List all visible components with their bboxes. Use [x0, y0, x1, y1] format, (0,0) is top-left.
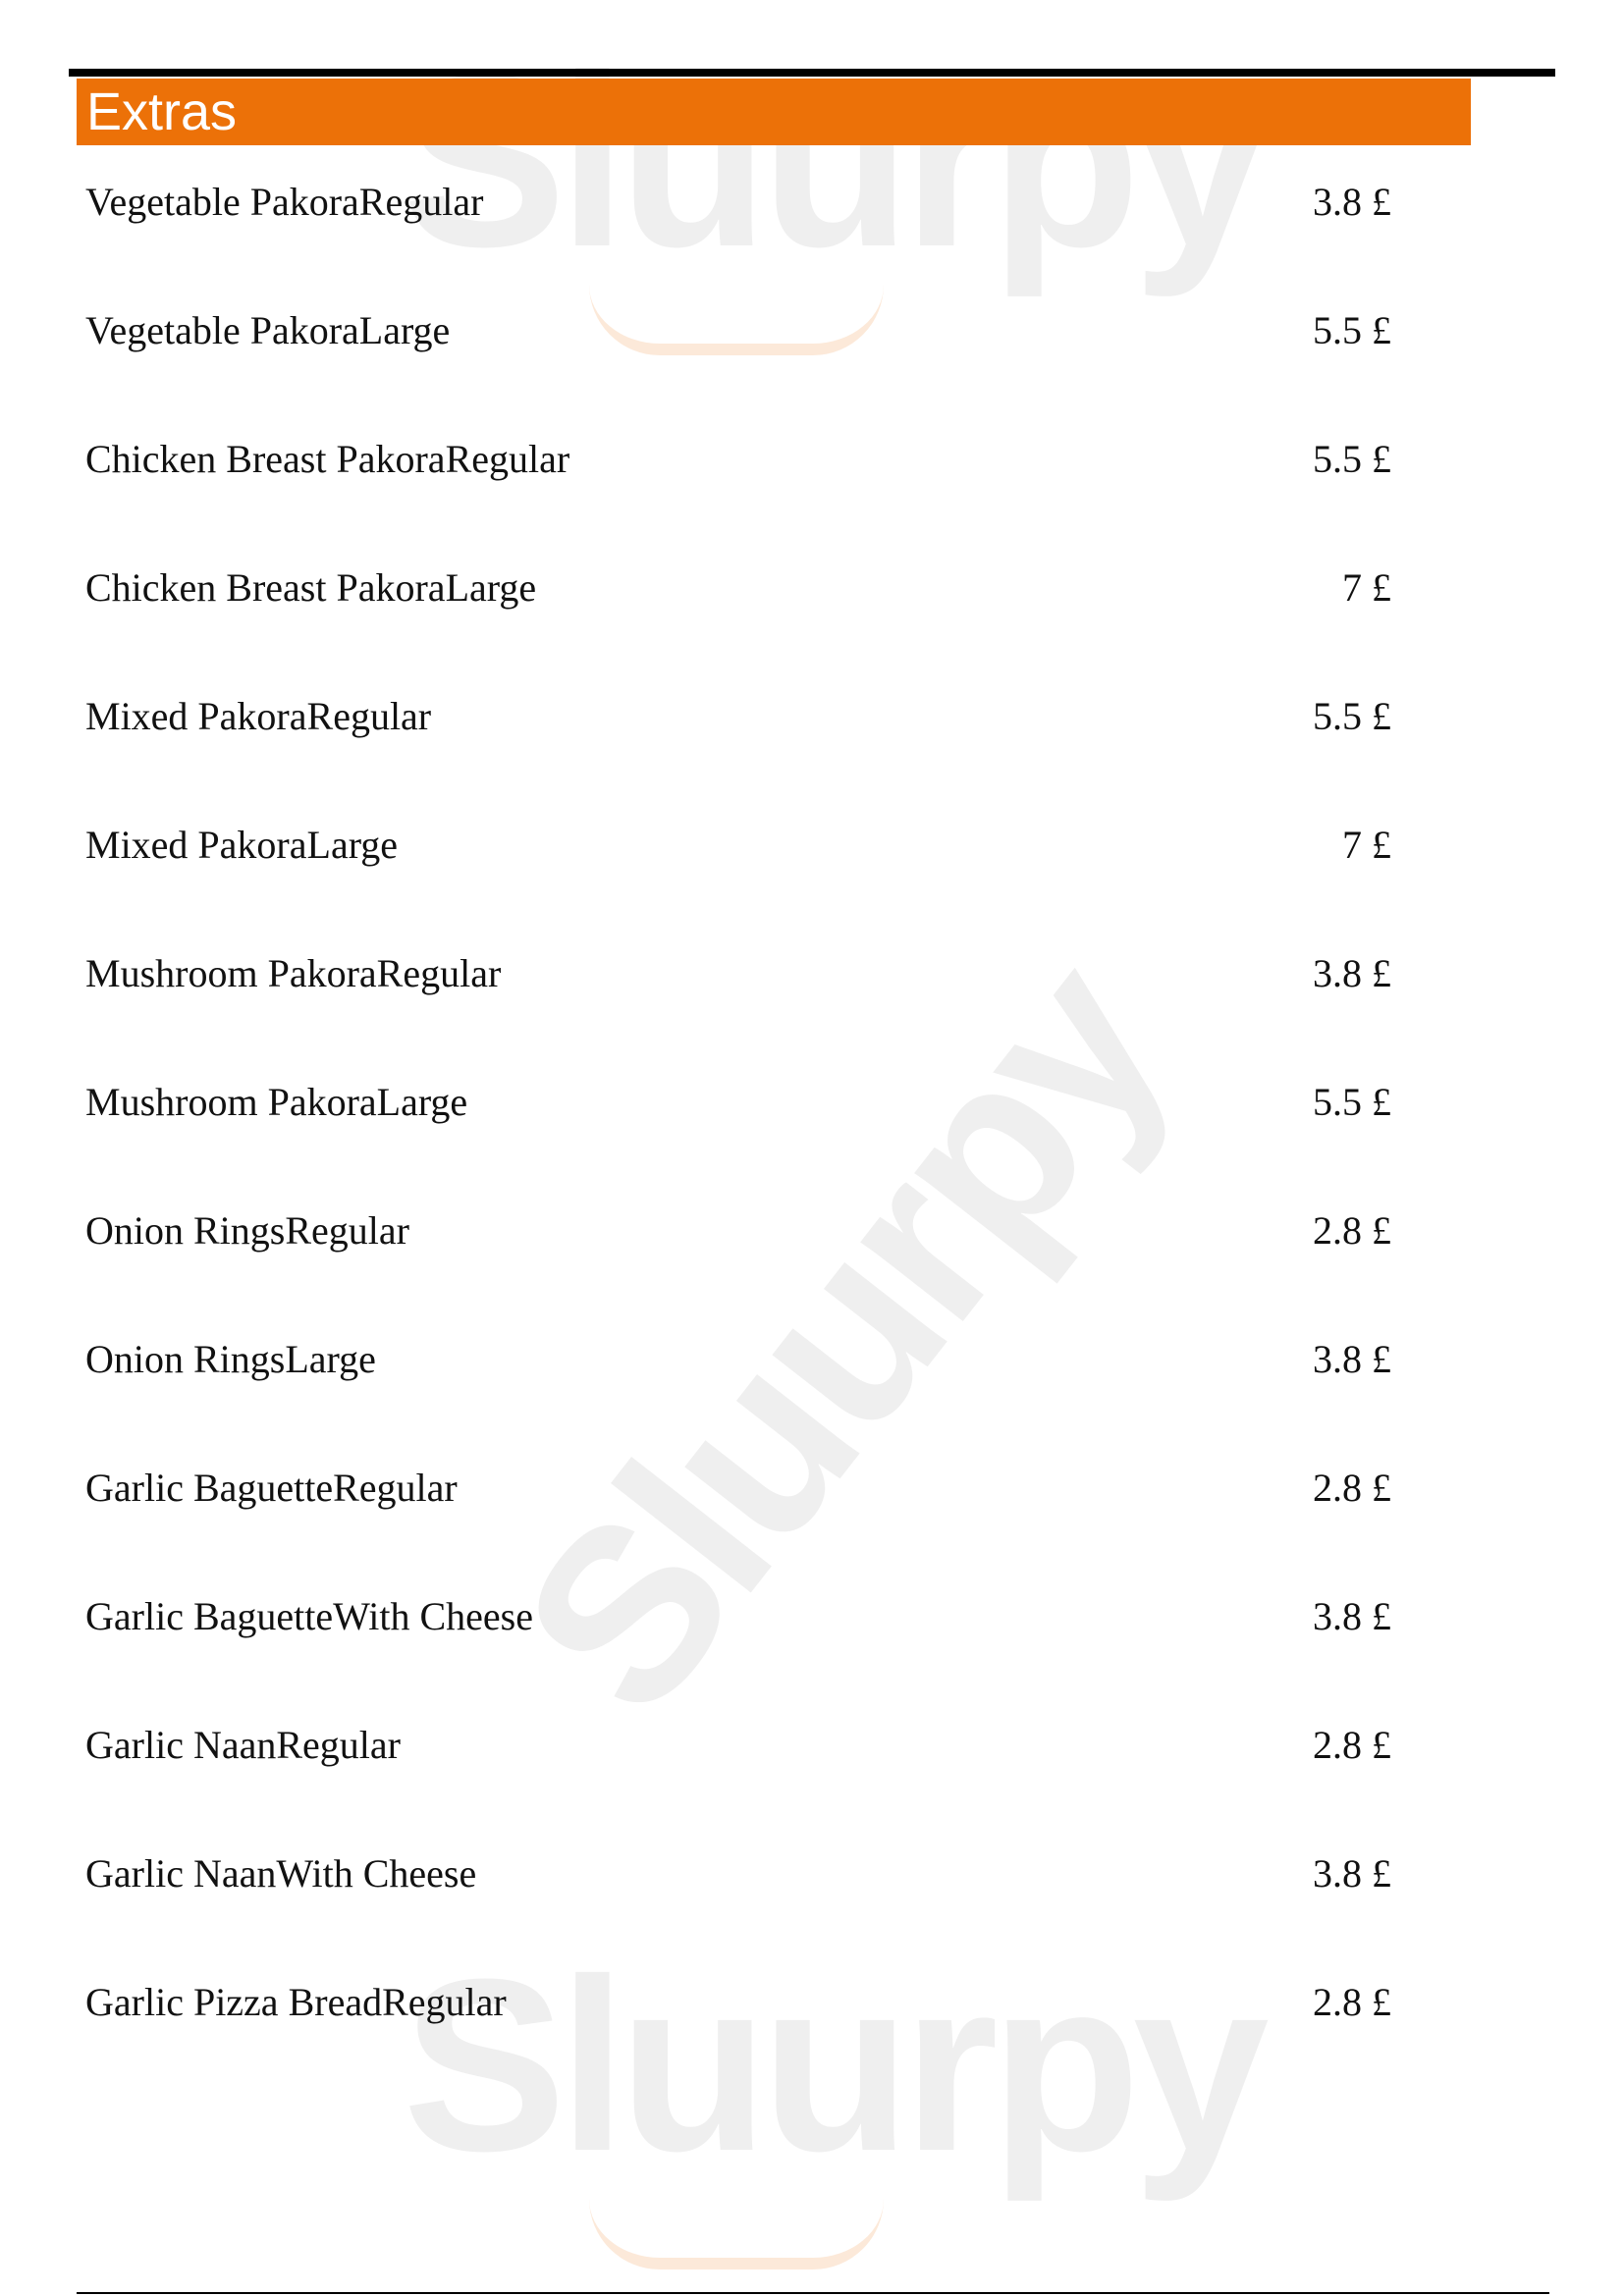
menu-item: [85, 430, 1391, 559]
menu-item: [85, 173, 1391, 301]
section-title: Extras: [77, 79, 1471, 145]
watermark-logo: Sluurpy: [403, 1928, 1262, 2202]
item-price: 5.5 £: [1313, 694, 1391, 738]
menu-item: [85, 687, 1391, 816]
menu-item: [85, 1973, 1391, 2102]
item-name: Vegetable PakoraLarge: [85, 308, 451, 352]
item-name: Onion RingsLarge: [85, 1337, 376, 1381]
item-price: 3.8 £: [1313, 1337, 1391, 1381]
menu-item: [85, 1330, 1391, 1459]
item-price: 2.8 £: [1313, 1466, 1391, 1510]
top-divider: [69, 69, 1555, 77]
item-price: 3.8 £: [1313, 180, 1391, 224]
menu-item: [85, 559, 1391, 687]
menu-list: [85, 173, 1391, 2102]
item-name: Garlic BaguetteRegular: [85, 1466, 458, 1510]
item-price: 2.8 £: [1313, 1208, 1391, 1253]
item-name: Vegetable PakoraRegular: [85, 180, 484, 224]
item-price: 3.8 £: [1313, 1594, 1391, 1638]
menu-item: [85, 301, 1391, 430]
item-name: Mixed PakoraLarge: [85, 823, 399, 867]
item-price: 5.5 £: [1313, 1080, 1391, 1124]
item-price: 2.8 £: [1313, 1723, 1391, 1767]
item-name: Garlic BaguetteWith Cheese: [85, 1594, 533, 1638]
item-name: Onion RingsRegular: [85, 1208, 409, 1253]
item-name: Mixed PakoraRegular: [85, 694, 432, 738]
item-price: 5.5 £: [1313, 308, 1391, 352]
menu-item: [85, 1201, 1391, 1330]
item-price: 2.8 £: [1313, 1980, 1391, 2024]
item-name: Chicken Breast PakoraLarge: [85, 565, 537, 610]
item-price: 7 £: [1342, 565, 1391, 610]
watermark-logo: Sluurpy: [469, 915, 1215, 1762]
item-price: 7 £: [1342, 823, 1391, 867]
menu-item: [85, 816, 1391, 944]
item-name: Garlic NaanWith Cheese: [85, 1851, 477, 1896]
item-price: 5.5 £: [1313, 437, 1391, 481]
watermark-logo: Sluurpy: [403, 24, 1262, 297]
menu-item: [85, 1716, 1391, 1844]
menu-item: [85, 1844, 1391, 1973]
menu-item: [85, 1459, 1391, 1587]
item-name: Mushroom PakoraRegular: [85, 951, 502, 995]
menu-item: [85, 944, 1391, 1073]
item-name: Chicken Breast PakoraRegular: [85, 437, 570, 481]
menu-item: [85, 1073, 1391, 1201]
item-price: 3.8 £: [1313, 1851, 1391, 1896]
item-name: Garlic Pizza BreadRegular: [85, 1980, 507, 2024]
bottom-divider: [77, 2292, 1549, 2294]
item-name: Mushroom PakoraLarge: [85, 1080, 468, 1124]
item-price: 3.8 £: [1313, 951, 1391, 995]
item-name: Garlic NaanRegular: [85, 1723, 401, 1767]
menu-item: [85, 1587, 1391, 1716]
watermark-smile-icon: [589, 2199, 884, 2269]
